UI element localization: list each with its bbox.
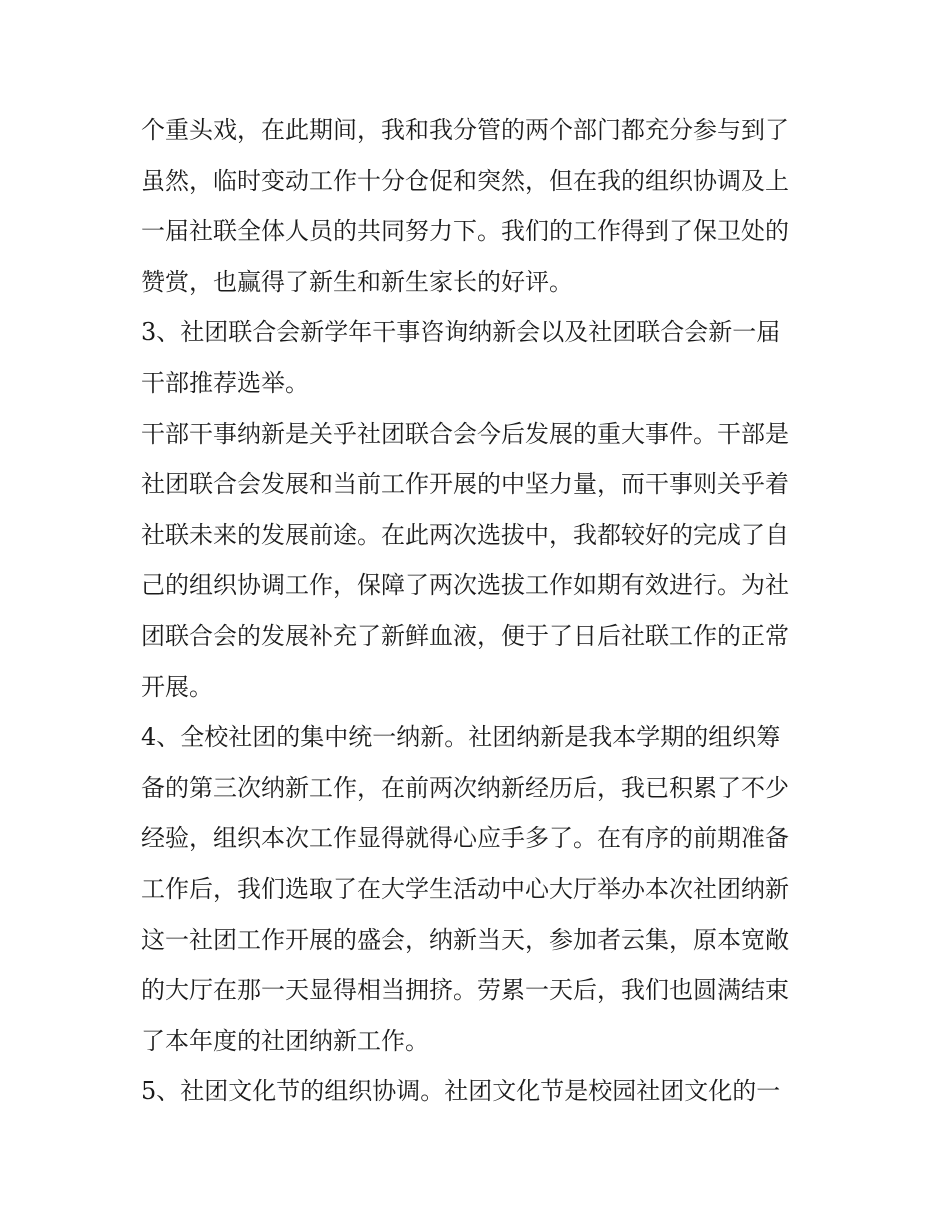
text-line: 工作后，我们选取了在大学生活动中心大厅举办本次社团纳新 xyxy=(141,874,789,903)
text-line: 了本年度的社团纳新工作。 xyxy=(141,1026,429,1055)
text-line: 干部干事纳新是关乎社团联合会今后发展的重大事件。干部是 xyxy=(141,419,789,448)
text-line: 己的组织协调工作，保障了两次选拔工作如期有效进行。为社 xyxy=(141,571,789,600)
section-heading-5: 5、社团文化节的组织协调。社团文化节是校园社团文化的一 xyxy=(141,1077,781,1106)
body-text xyxy=(141,105,821,1117)
text-line: 虽然，临时变动工作十分仓促和突然，但在我的组织协调及上 xyxy=(141,166,789,195)
text-line: 团联合会的发展补充了新鲜血液，便于了日后社联工作的正常 xyxy=(141,621,789,650)
section-heading-3: 3、社团联合会新学年干事咨询纳新会以及社团联合会新一届 xyxy=(141,318,781,347)
text-line: 社团联合会发展和当前工作开展的中坚力量，而干事则关乎着 xyxy=(141,470,789,499)
text-line: 开展。 xyxy=(141,672,213,701)
text-line: 社联未来的发展前途。在此两次选拔中，我都较好的完成了自 xyxy=(141,520,789,549)
text-line: 备的第三次纳新工作，在前两次纳新经历后，我已积累了不少 xyxy=(141,773,789,802)
text-line: 一届社联全体人员的共同努力下。我们的工作得到了保卫处的 xyxy=(141,217,789,246)
text-line: 的大厅在那一天显得相当拥挤。劳累一天后，我们也圆满结束 xyxy=(141,976,789,1005)
text-line: 经验，组织本次工作显得就得心应手多了。在有序的前期准备 xyxy=(141,824,789,853)
text-line: 赞赏，也赢得了新生和新生家长的好评。 xyxy=(141,267,573,296)
text-line: 这一社团工作开展的盛会，纳新当天，参加者云集，原本宽敞 xyxy=(141,925,789,954)
text-line: 个重头戏，在此期间，我和我分管的两个部门都充分参与到了 xyxy=(141,116,789,144)
text-line: 干部推荐选举。 xyxy=(141,368,309,397)
section-heading-4: 4、全校社团的集中统一纳新。社团纳新是我本学期的组织筹 xyxy=(141,723,781,752)
